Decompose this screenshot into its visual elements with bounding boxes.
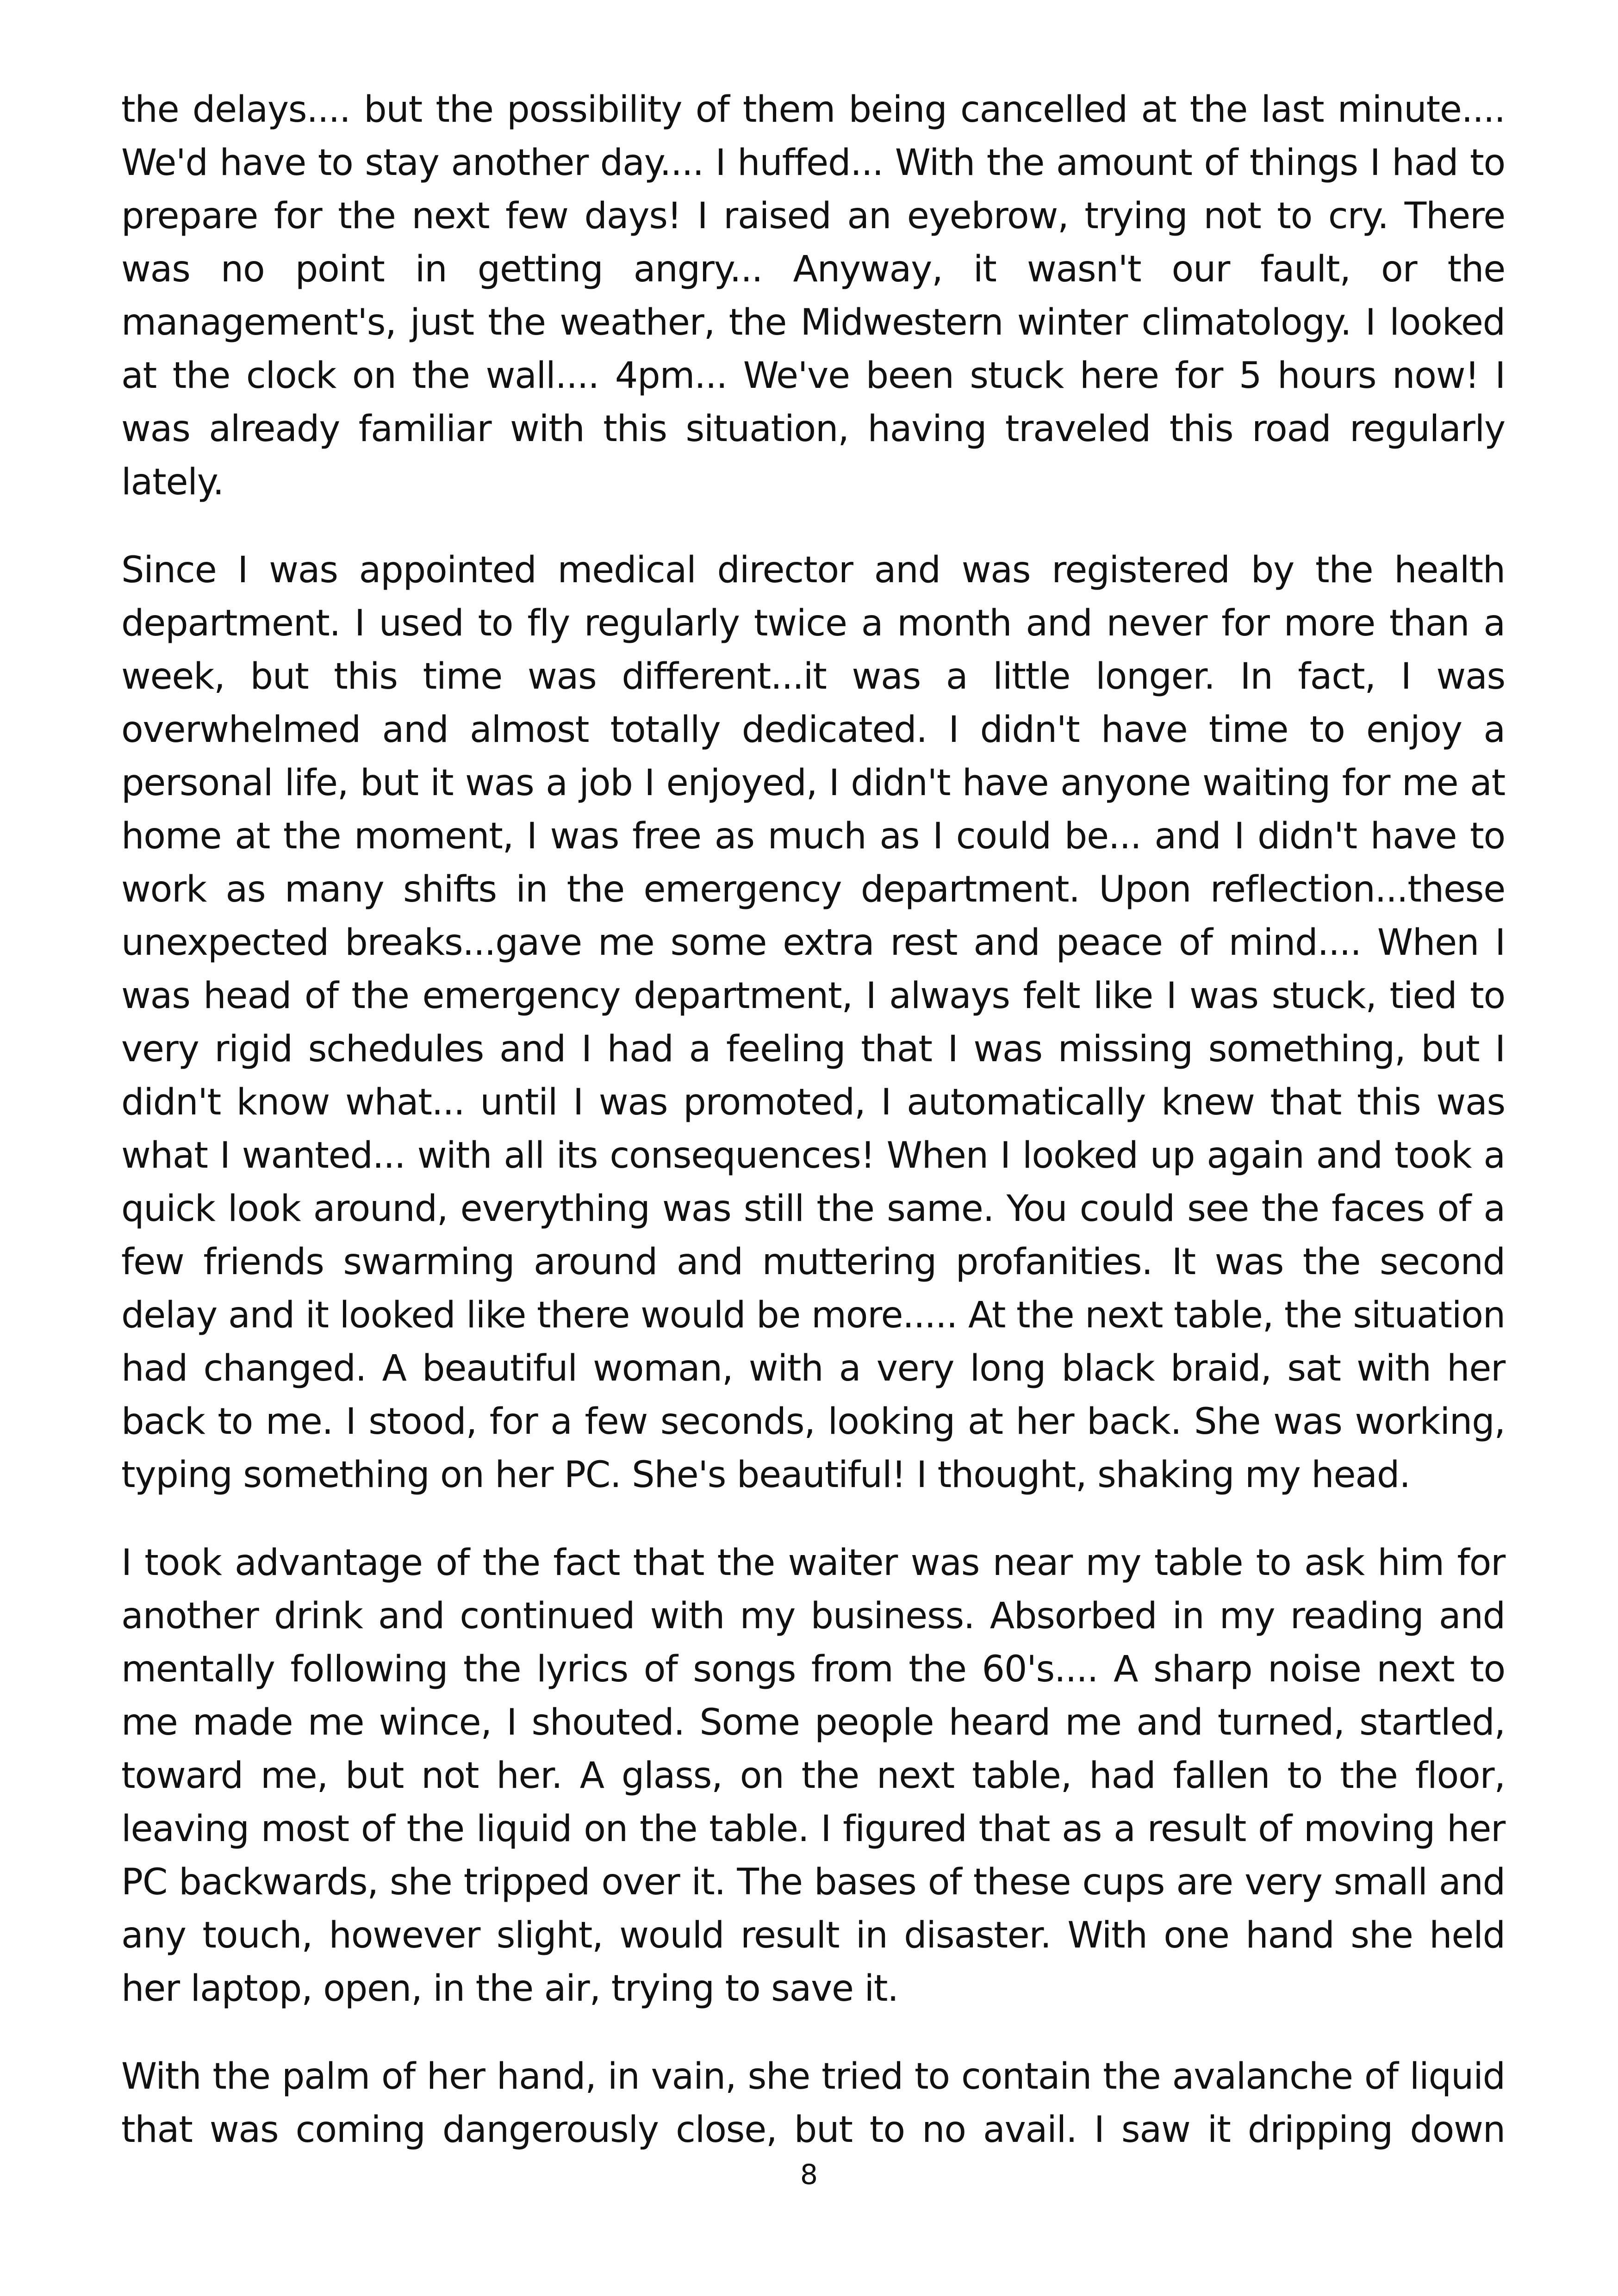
paragraph-3: I took advantage of the fact that the waiter was near my table to ask him for another drink and continued with my business. Absorbed in my reading and mentally following the lyrics of songs from the 60's.... A sharp noise next to me made me wince, I shouted. Some people heard me and turned, startled, toward me, but not her. A glass, on the next table, had fallen to the floor, leaving most of the liquid on the table. I figured that as a result of moving her PC backwards, she tripped over it. The bases of these cups are very small and any touch, however slight, would result in disaster. With one hand she held her laptop, open, in the air, trying to save it. — [121, 1542, 1505, 2010]
paragraph-1: the delays.... but the possibility of them being cancelled at the last minute.... We'd have to stay another day.... I huffed... With the amount of things I had to prepare for the next few days! I raised an eyebrow, trying not to cry. There was no point in getting angry... Anyway, it wasn't our fault, or the management's, just the weather, the Midwestern winter climatology. I looked at the clock on the wall.... 4pm... We've been stuck here for 5 hours now! I was already familiar with this situation, having traveled this road regularly lately. — [121, 89, 1505, 503]
paragraph-4: With the palm of her hand, in vain, she tried to contain the avalanche of liquid that was coming dangerously close, but to no avail. I saw it dripping down — [121, 2056, 1505, 2151]
body-text — [121, 83, 1505, 2191]
page-number: 8 — [800, 2159, 818, 2191]
paragraph-2: Since I was appointed medical director and was registered by the health department. I used to fly regularly twice a month and never for more than a week, but this time was different...it was a little longer. In fact, I was overwhelmed and almost totally dedicated. I didn't have time to enjoy a personal life, but it was a job I enjoyed, I didn't have anyone waiting for me at home at the moment, I was free as much as I could be... and I didn't have to work as many shifts in the emergency department. Upon reflection...these unexpected breaks...gave me some extra rest and peace of mind.... When I was head of the emergency department, I always felt like I was stuck, tied to very rigid schedules and I had a feeling that I was missing something, but I didn't know what... until I was promoted, I automatically knew that this was what I wanted... with all its consequences! When I looked up again and took a quick look around, everything was still the same. You could see the faces of a few friends swarming around and muttering profanities. It was the second delay and it looked like there would be more..... At the next table, the situation had changed. A beautiful woman, with a very long black braid, sat with her back to me. I stood, for a few seconds, looking at her back. She was working, typing something on her PC. She's beautiful! I thought, shaking my head. — [121, 549, 1505, 1496]
